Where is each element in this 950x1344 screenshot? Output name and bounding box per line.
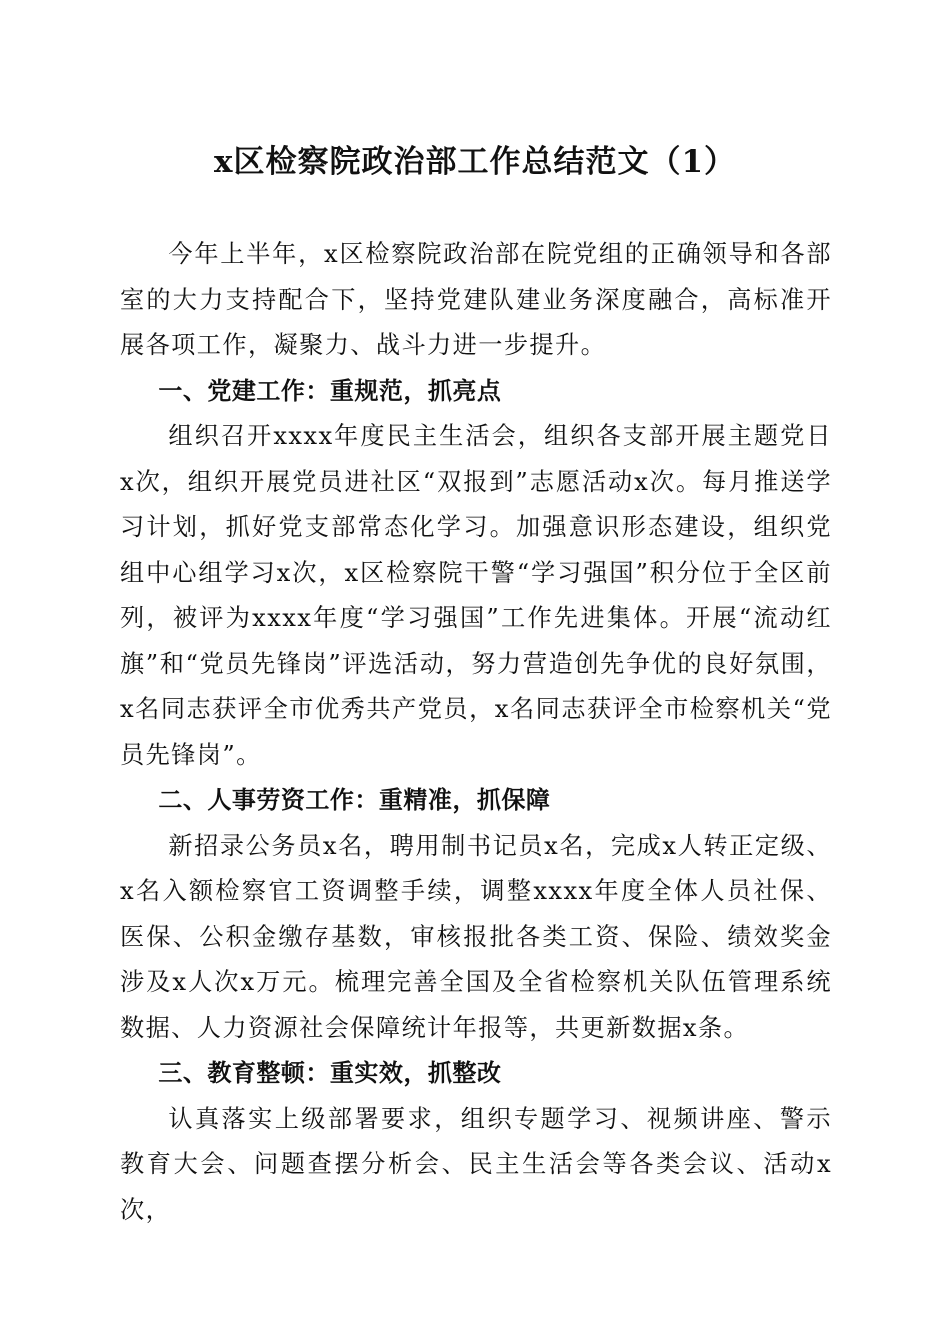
section-paragraph-party-building: 组织召开xxxx年度民主生活会，组织各支部开展主题党日x次，组织开展党员进社区“双报到”志愿活动x次。每月推送学习计划，抓好党支部常态化学习。加强意识形态建设，组织党组中心组学习x次，x区检察院干警“学习强国”积分位于全区前列，被评为xxxx年度“学习强国”工作先进集体。开展“流动红旗”和“党员先锋岗”评选活动，努力营造创先争优的良好氛围，x名同志获评全市优秀共产党员，x名同志获评全市检察机关“党员先锋岗”。 [120, 422, 832, 769]
section-paragraph-personnel: 新招录公务员x名，聘用制书记员x名，完成x人转正定级、x名入额检察官工资调整手续，调整xxxx年度全体人员社保、医保、公积金缴存基数，审核报批各类工资、保险、绩效奖金涉及x人次x万元。梳理完善全国及全省检察机关队伍管理系统数据、人力资源社会保障统计年报等，共更新数据x条。 [120, 831, 832, 1042]
intro-paragraph: 今年上半年，x区检察院政治部在院党组的正确领导和各部室的大力支持配合下，坚持党建队建业务深度融合，高标准开展各项工作，凝聚力、战斗力进一步提升。 [120, 240, 832, 359]
section-heading-education: 三、教育整顿：重实效，抓整改 [158, 1059, 502, 1087]
section-heading-party-building: 一、党建工作：重规范，抓亮点 [158, 376, 502, 405]
document-body [120, 232, 832, 1233]
document-title: x区检察院政治部工作总结范文（1） [213, 144, 737, 180]
section-heading-personnel: 二、人事劳资工作：重精准，抓保障 [158, 786, 551, 814]
section-paragraph-education: 认真落实上级部署要求，组织专题学习、视频讲座、警示教育大会、问题查摆分析会、民主生活会等各类会议、活动x次， [120, 1104, 832, 1224]
